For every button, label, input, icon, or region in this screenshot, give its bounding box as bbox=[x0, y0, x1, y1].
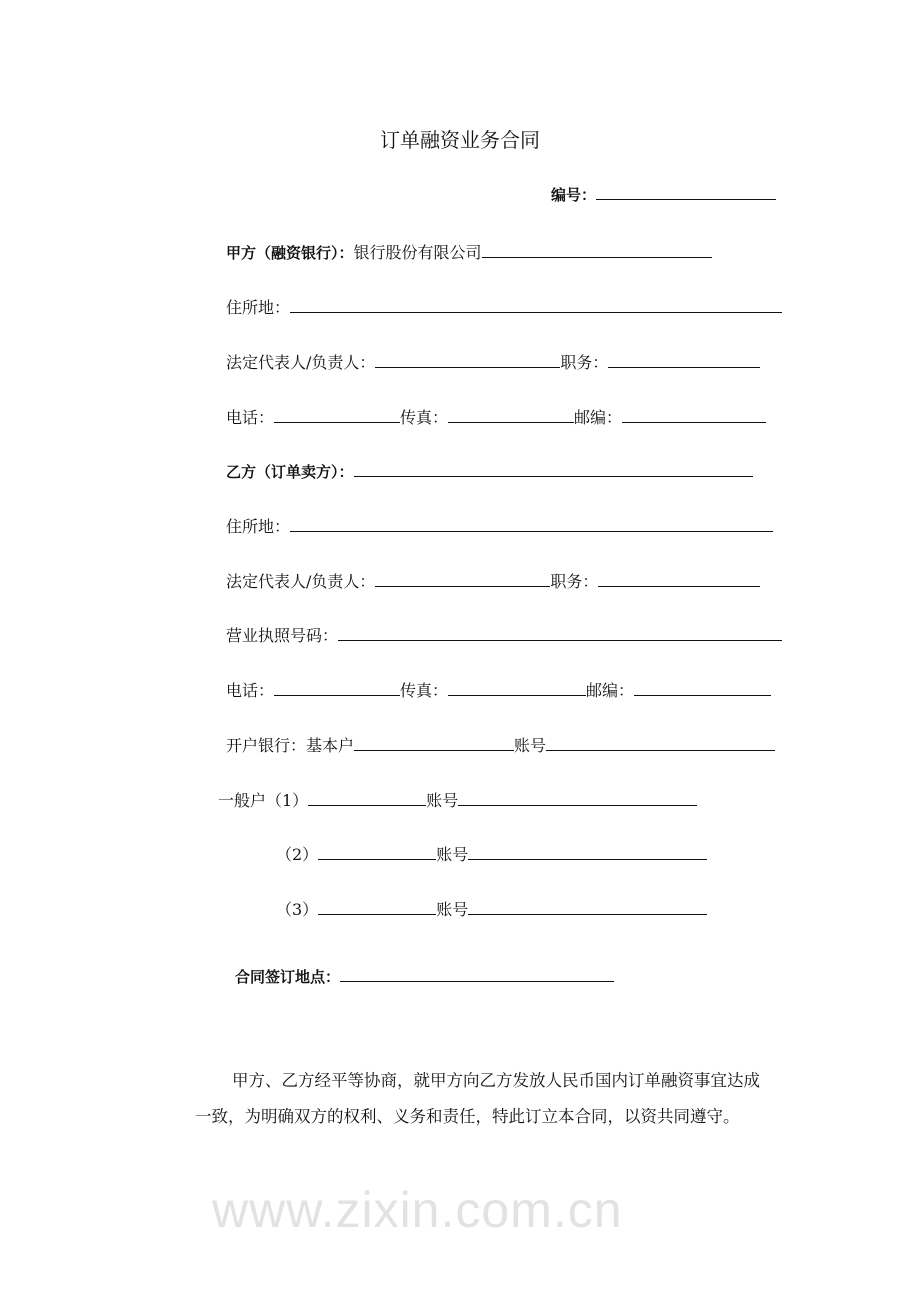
general-account-2-field[interactable] bbox=[468, 842, 707, 860]
party-a-fax-field[interactable] bbox=[448, 405, 574, 423]
zip-label: 邮编： bbox=[586, 681, 635, 700]
phone-label: 电话： bbox=[226, 408, 275, 427]
party-b-zip-field[interactable] bbox=[634, 678, 771, 696]
party-a-field[interactable] bbox=[482, 240, 712, 258]
party-b-row bbox=[226, 459, 753, 481]
paragraph-line-2: 一致，为明确双方的权利、义务和责任，特此订立本合同，以资共同遵守。 bbox=[195, 1107, 740, 1126]
general-account-3-label: （3） bbox=[276, 900, 319, 919]
account-label: 账号 bbox=[436, 845, 469, 864]
party-a-zip-field[interactable] bbox=[622, 405, 766, 423]
party-b-address-field[interactable] bbox=[290, 514, 773, 532]
zip-label: 邮编： bbox=[574, 408, 623, 427]
party-a-row bbox=[226, 240, 712, 262]
sign-place-label: 合同签订地点： bbox=[235, 968, 341, 986]
party-a-position-field[interactable] bbox=[608, 350, 760, 368]
party-a-contact-row bbox=[226, 405, 766, 427]
party-a-name: 银行股份有限公司 bbox=[353, 243, 482, 262]
account-label: 账号 bbox=[436, 900, 469, 919]
general-bank-1-field[interactable] bbox=[308, 788, 426, 806]
basic-account-field[interactable] bbox=[546, 733, 775, 751]
party-b-rep-row bbox=[226, 569, 760, 591]
party-a-address-row bbox=[226, 295, 782, 317]
rep-label: 法定代表人/负责人： bbox=[226, 572, 376, 591]
party-a-label: 甲方（融资银行）： bbox=[226, 244, 354, 262]
party-a-phone-field[interactable] bbox=[274, 405, 400, 423]
party-b-label: 乙方（订单卖方）： bbox=[226, 463, 354, 481]
general-bank-3-field[interactable] bbox=[318, 897, 436, 915]
general-account-label: 一般户（1） bbox=[218, 791, 309, 810]
phone-label: 电话： bbox=[226, 681, 275, 700]
sign-place-field[interactable] bbox=[340, 964, 614, 982]
rep-label: 法定代表人/负责人： bbox=[226, 353, 376, 372]
basic-bank-field[interactable] bbox=[354, 733, 514, 751]
account-label: 账号 bbox=[426, 791, 459, 810]
address-label: 住所地： bbox=[226, 298, 291, 317]
address-label: 住所地： bbox=[226, 517, 291, 536]
fax-label: 传真： bbox=[400, 408, 449, 427]
party-b-address-row bbox=[226, 514, 773, 536]
sign-place-row bbox=[235, 964, 614, 986]
bank-row bbox=[226, 733, 775, 755]
party-a-rep-field[interactable] bbox=[375, 350, 560, 368]
party-b-position-field[interactable] bbox=[598, 569, 760, 587]
paragraph-line-1: 甲方、乙方经平等协商，就甲方向乙方发放人民币国内订单融资事宜达成 bbox=[232, 1071, 760, 1090]
party-b-license-field[interactable] bbox=[338, 623, 782, 641]
position-label: 职务： bbox=[550, 572, 599, 591]
fax-label: 传真： bbox=[400, 681, 449, 700]
party-b-field[interactable] bbox=[354, 459, 753, 477]
watermark: www.zixin.com.cn bbox=[212, 1182, 623, 1238]
position-label: 职务： bbox=[560, 353, 609, 372]
general-account-3-row bbox=[276, 897, 707, 919]
party-b-contact-row bbox=[226, 678, 771, 700]
general-account-2-row bbox=[276, 842, 707, 864]
license-label: 营业执照号码： bbox=[226, 626, 339, 645]
general-account-2-label: （2） bbox=[276, 845, 319, 864]
party-a-address-field[interactable] bbox=[290, 295, 782, 313]
contract-number-row bbox=[551, 184, 776, 206]
party-b-license-row bbox=[226, 623, 782, 645]
general-account-1-field[interactable] bbox=[458, 788, 697, 806]
general-account-1-row bbox=[218, 788, 697, 810]
account-label: 账号 bbox=[514, 736, 547, 755]
party-b-fax-field[interactable] bbox=[448, 678, 586, 696]
party-b-phone-field[interactable] bbox=[274, 678, 400, 696]
number-label: 编号： bbox=[551, 186, 597, 204]
party-a-rep-row bbox=[226, 350, 760, 372]
general-account-3-field[interactable] bbox=[468, 897, 707, 915]
bank-label: 开户银行：基本户 bbox=[226, 736, 355, 755]
document-title: 订单融资业务合同 bbox=[380, 128, 540, 152]
party-b-rep-field[interactable] bbox=[375, 569, 550, 587]
number-field[interactable] bbox=[596, 188, 776, 200]
general-bank-2-field[interactable] bbox=[318, 842, 436, 860]
